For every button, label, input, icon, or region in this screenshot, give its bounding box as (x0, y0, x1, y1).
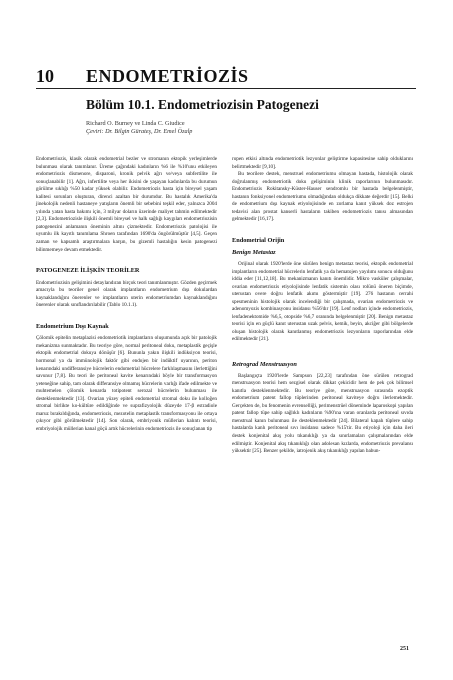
translators-line: Çeviri: Dr. Bilgin Güratеş, Dr. Emel Özalp (86, 128, 193, 135)
chapter-rule (36, 88, 416, 89)
chapter-title: ENDOMETRİOZİS (86, 66, 249, 86)
right-column (232, 156, 413, 456)
intro-paragraph: Endometriozis, klasik olarak endometrial bezler ve stromanın ektopik yerleşimlerde bulunması olarak tanımlanır. Üreme çağındaki kadınların %6 ile %10'unu etkileyen endometriozis dismenore, disparoni, kronik pelvik ağrı ve/veya subfertilite ile sonuçlanabilir [1]. Ağrı, infertilite veya her ikisini de yaşayan kadınlarda bu durumun görülme sıklığı %50 kadar yüksek olabilir. Endometriozis hasta için bireysel yaşam kalitesi sorunları oluşturan, direnci azaltan bir durumdur. Bu hastalık Amerika'da jinekolojik nedenli hastaneye yatışların önemli bir sebebini teşkil eder, yalnızca 2004 yılında yatan hasta bakımı için, 3 milyar doların üzerinde maliyet tahmin edilmektedir [2,3]. Endometriozisle ilişkili önemli bireysel ve halk sağlığı kaygıları endometriozisin patogenezini anlamanın öneminin altını çizmektedir. Endometriozis patolojisi ile uyumlu ilk kayıtlı tanımlama Shroen tarafından 1690'da öngörülmüştür [4,5]. Geçen zaman ve kapsamlı araştırmalara karşın, bu gizemli hastalığın kesin patogenezi bilinmemeye devam etmektedir. (36, 156, 217, 253)
chapter-number: 10 (36, 66, 54, 86)
theories-paragraph: Endometriozisin gelişimini detaylandıran birçok teori tanımlanmıştır. Gözden geçirmek amacıyla bu teoriler genel olarak implantların endometrium dışı dokulardan kaynaklandığını önerenler ve implantların uterin endometriumdan kaynaklandığını önerenler olarak sınıflandırılabilir (Tablo 10.1.1). (36, 279, 217, 309)
support-paragraph: Bu teorilere destek, menstruel endometriumu olmayan hastada, histolojik olarak doğrulanmış endometriotik doku gelişiminin klinik raporlarının bulunmasıdır. Endometriozis Rokitansky-Küster-Hauser sendromlu bir hastada belgelenmiştir, hastanın fonksiyonel endometriumu olmadığından oldukça dikkate değerdir [15]. Belki de endometrium dışı kaynak etiyolojisinde en zorlama kanıt yüksek doz estrojen tedavisi alan prostat kanserli hastaların takiben endometriozis tanısı almasından gelmektedir [16,17]. (232, 171, 413, 223)
heading-endometrial-origin: Endometrial Orijin (232, 236, 285, 244)
page-number: 251 (400, 646, 409, 652)
authors-line: Richard O. Burney ve Linda C. Giudice (86, 120, 185, 127)
author-block (86, 120, 192, 136)
heading-theories: PATOGENEZE İLİŞKİN TEORİLER (36, 267, 140, 275)
retrograde-paragraph: Başlangıçta 1920'lerde Sampson [22,23] tarafından öne sürülen retrograd menstruasyon teorisi hem sezgisel olarak dikkat çekicidir hem de pek çok bilimsel kanıtla desteklenmektedir. Bu teoriye göre, menstruasyon sırasında ezoptik endometrium patent fallop tüplerinden peritoneal kaviteye doğru ilerlemektedir. Gerçekten de, bu fenomenin evrenselliği, perimenstrüel döneminde laparoskopi yapılan patent fallop tüpe sahip sağlıklı kadınların %90'ına varan oranlarda peritoneal sıvıda menstrual kanın bulunması ile desteklenmektedir [24]. Bilateral kapalı tüplere sahip hastalarda kanlı peritoneal sıvı insidansı sadece %15'tir. Bu etiyoloji için daha ileri destek konjenital akış yolu tıkanıklığı ya da sınırlamaları çalışmalarından elde edilmiştir. Konjenital akış tıkanıklığı olan adolesan kızlarda, endometriozis prevalansı yüksektir [25]. Benzer şekilde, iatrojenik akış tıkanıklığı yapılan babun- (232, 372, 413, 455)
section-title: Bölüm 10.1. Endometriozisin Patogenezi (86, 97, 319, 112)
left-column (36, 156, 217, 434)
heading-retrograde-menstruation: Retrograd Menstruasyon (232, 361, 297, 369)
extra-endometrial-paragraph: Çölomik epitelin metaplazisi endometriotik implantların oluşumunda açık bir patolojik mekanizma sunmaktadır. Bu teoriye göre, normal peritoneal doku, metaplastik geçişle ektopik endometrial dokuya dönüşür [6]. Bununla yakın ilişkili indüksiyon teorisi, hormonal ya da immünolojik faktör gibi endojen bir indüktif uyarının, periton kenarındaki undifferansiye hücrelerin endometrial hücrelere farklılaşmasını ilerlettiğini savunur [7,8]. Bu teori ile peritoneal kavite kenarındaki böyle bir transformasyon yeteneğine sahip, tam olarak differansiye olmamış hücrelerin varlığı ifade edilmekte ve muhtemelen çölomik kenarda totipotent serozal hücrelerin bulunması ile desteklenmektedir [13]. Ovarian yüzey epiteli endometrial stromal doku ile kolloğen stromal birlikte ko-kültüre edildiğinde ve suprafizyolojik düzeyde 17-β estradiole maruz bırakıldığında, endometriozis, mezotelin metaplastik transformasyonu ile ortaya çıkıyor gibi görülmektedir [14]. Son olarak, embriyonik müllerian kalıntı teorisi, embriyolojik müllerian kanal göçü artık hücrelerinin endometriozis ile sonuçlanan tip (36, 335, 217, 432)
continued-paragraph: ropen etkisi altında endometriotik lezyonlar geliştirme kapasitesine sahip olduklarını belirtmektedir [9,10]. (232, 156, 413, 170)
heading-benign-metastasis: Benign Metastaz (232, 249, 276, 257)
heading-extra-endometrial: Endometrium Dışı Kaynak (36, 322, 109, 330)
benign-metastasis-paragraph: Orijinal olarak 1920'lerde öne sürülen benign metastaz teorisi, ektopik endometrial implantların endometrial hücrelerin lenfatik ya da hematojen yayılımı sonucu olduğunu iddia eder [11,12,18]. Bu mekanizmanın kanıtı önemlidir. Mikro vasküler çalışmalar, ovarian endometriozis etiyolojisinde lenfatik sistemin olası rolünü öneren biçimde, uterustan overe doğru lenfatik akımı göstermiştir [19]. 276 hastanın cerrahi spesmeninin histolojik olarak incelendiği bir çalışmada, ovarian endometriozis ve adenomyozis kombinasyonu insidansı %56'dır [19]. Lenf nodları içinde endometriozis, lenfadenektomide %6,5, otopside %6,7 oranında belgelenmiştir [20]. Benign metastaz teorisi için en güçlü kanıt uterustan uzak pelvis, kemik, beyin, akciğer gibi bölgelerde oluşan histolojik olarak kanıtlanmış endometriozis lezyonların raporlarından elde edilmektedir [21]. (232, 261, 413, 343)
